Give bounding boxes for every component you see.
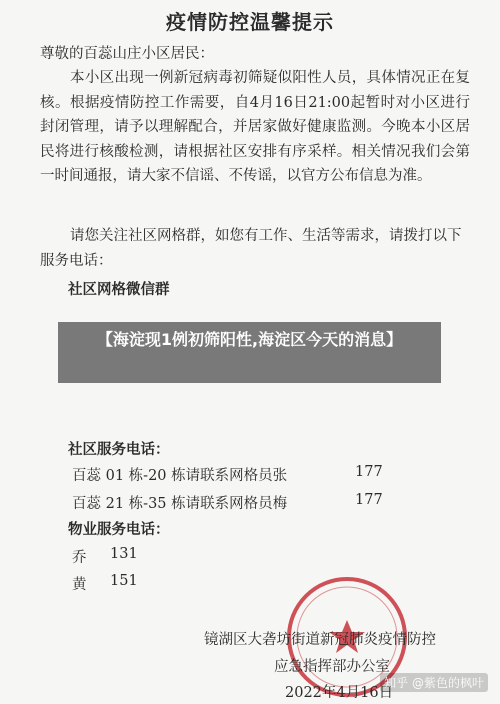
signature-date: 2022年4月16日 bbox=[285, 685, 394, 701]
contact-number: 177 bbox=[355, 464, 383, 480]
contact-label: 乔 bbox=[72, 550, 87, 566]
headline-overlay-banner bbox=[58, 322, 441, 383]
contact-number: 131 bbox=[110, 546, 138, 562]
signature-org-line2: 应急指挥部办公室 bbox=[274, 659, 390, 675]
headline-text: 【海淀现1例初筛阳性,海淀区今天的消息】 bbox=[96, 330, 403, 349]
notice-title: 疫情防控温馨提示 bbox=[166, 10, 334, 34]
property-contact-row bbox=[72, 546, 138, 567]
contact-intro: 请您关注社区网格群，如您有工作、生活等需求，请拨打以下服务电话： bbox=[40, 228, 462, 269]
contact-number: 177 bbox=[355, 492, 383, 508]
notice-body: 本小区出现一例新冠病毒初筛疑似阳性人员，具体情况正在复核。根据疫情防控工作需要，自4月16日21:00起暂时对小区进行封闭管理，请予以理解配合，并居家做好健康监测。今晚本小区居民将进行核酸检测，请根据社区安排有序采样。相关情况我们会第一时间通报，请大家不信谣、不传谣，以官方公布信息为准。 bbox=[40, 70, 470, 185]
zhihu-watermark: 知乎 @紫色的枫叶 bbox=[380, 673, 488, 692]
contact-label: 百蕊 01 栋-20 栋请联系网格员张 bbox=[72, 468, 288, 484]
community-contact-row bbox=[72, 492, 383, 513]
property-service-heading: 物业服务电话： bbox=[68, 522, 170, 538]
contact-number: 151 bbox=[110, 573, 138, 589]
signature-org-line1: 镜湖区大砻坊街道新冠肺炎疫情防控 bbox=[204, 632, 436, 648]
notice-greeting: 尊敬的百蕊山庄小区居民： bbox=[40, 46, 214, 62]
community-service-heading: 社区服务电话： bbox=[68, 442, 170, 458]
contact-label: 百蕊 21 栋-35 栋请联系网格员梅 bbox=[72, 496, 288, 512]
contact-label: 黄 bbox=[72, 577, 87, 593]
wechat-group-heading: 社区网格微信群 bbox=[68, 282, 170, 298]
property-contact-row bbox=[72, 573, 138, 594]
community-contact-row bbox=[72, 464, 383, 485]
